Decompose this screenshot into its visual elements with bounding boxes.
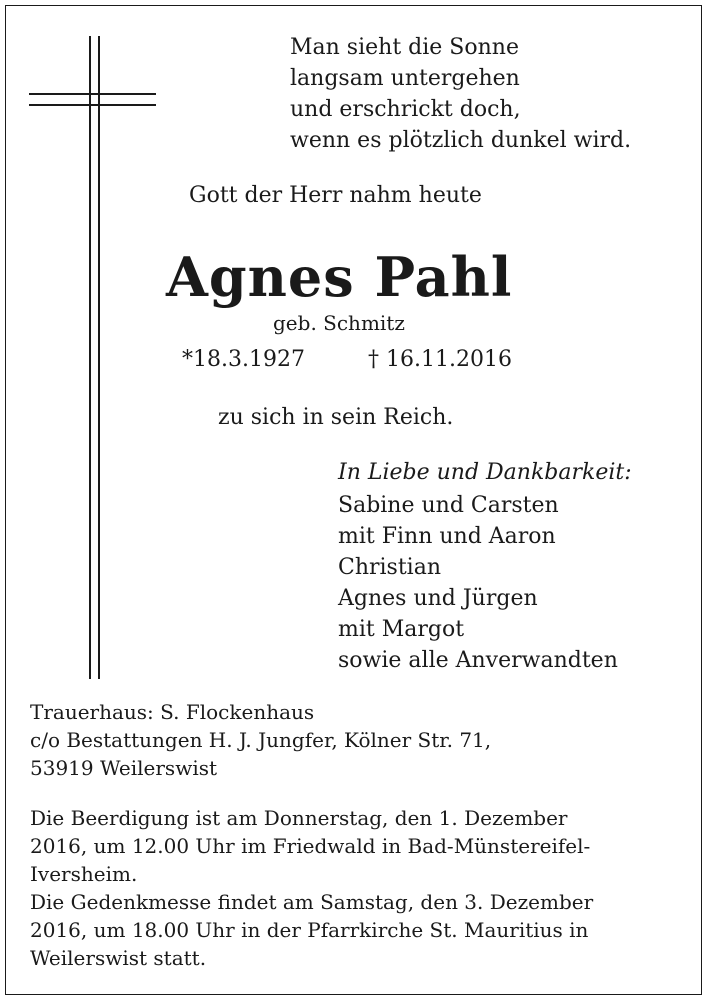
closing-text: zu sich in sein Reich. (218, 405, 454, 430)
cross-icon (89, 36, 100, 679)
info-line: Die Gedenkmesse findet am Samstag, den 3. Dezember (30, 890, 594, 914)
funeral-info (30, 804, 593, 972)
death-date: † 16.11.2016 (368, 347, 512, 372)
poem-line: langsam untergehen (290, 66, 520, 91)
address-line: Trauerhaus: S. Flockenhaus (30, 700, 315, 724)
family-member: Christian (338, 555, 442, 580)
info-line: Iversheim. (30, 862, 138, 886)
info-line: Weilerswist statt. (30, 946, 207, 970)
family-list (338, 490, 618, 676)
address-line: 53919 Weilerswist (30, 756, 218, 780)
poem-line: Man sieht die Sonne (290, 35, 519, 60)
info-line: 2016, um 18.00 Uhr in der Pfarrkirche St. Mauritius in (30, 918, 589, 942)
obituary-notice (5, 5, 702, 995)
intro-text: Gott der Herr nahm heute (189, 183, 482, 208)
thanks-heading: In Liebe und Dankbarkeit: (338, 460, 632, 485)
family-member: Sabine und Carsten (338, 493, 559, 518)
family-member: Agnes und Jürgen (338, 586, 538, 611)
maiden-name: geb. Schmitz (273, 311, 405, 335)
family-member: sowie alle Anverwandten (338, 648, 618, 673)
birth-date: *18.3.1927 (182, 347, 305, 372)
deceased-name: Agnes Pahl (166, 245, 513, 309)
poem-line: wenn es plötzlich dunkel wird. (290, 128, 632, 153)
info-line: 2016, um 12.00 Uhr im Friedwald in Bad-Münstereifel- (30, 834, 591, 858)
cross-joint (89, 93, 100, 106)
poem-line: und erschrickt doch, (290, 97, 521, 122)
info-line: Die Beerdigung ist am Donnerstag, den 1. Dezember (30, 806, 568, 830)
mourning-house (30, 698, 491, 782)
poem (290, 32, 631, 156)
family-member: mit Finn und Aaron (338, 524, 556, 549)
address-line: c/o Bestattungen H. J. Jungfer, Kölner Str. 71, (30, 728, 492, 752)
family-member: mit Margot (338, 617, 465, 642)
